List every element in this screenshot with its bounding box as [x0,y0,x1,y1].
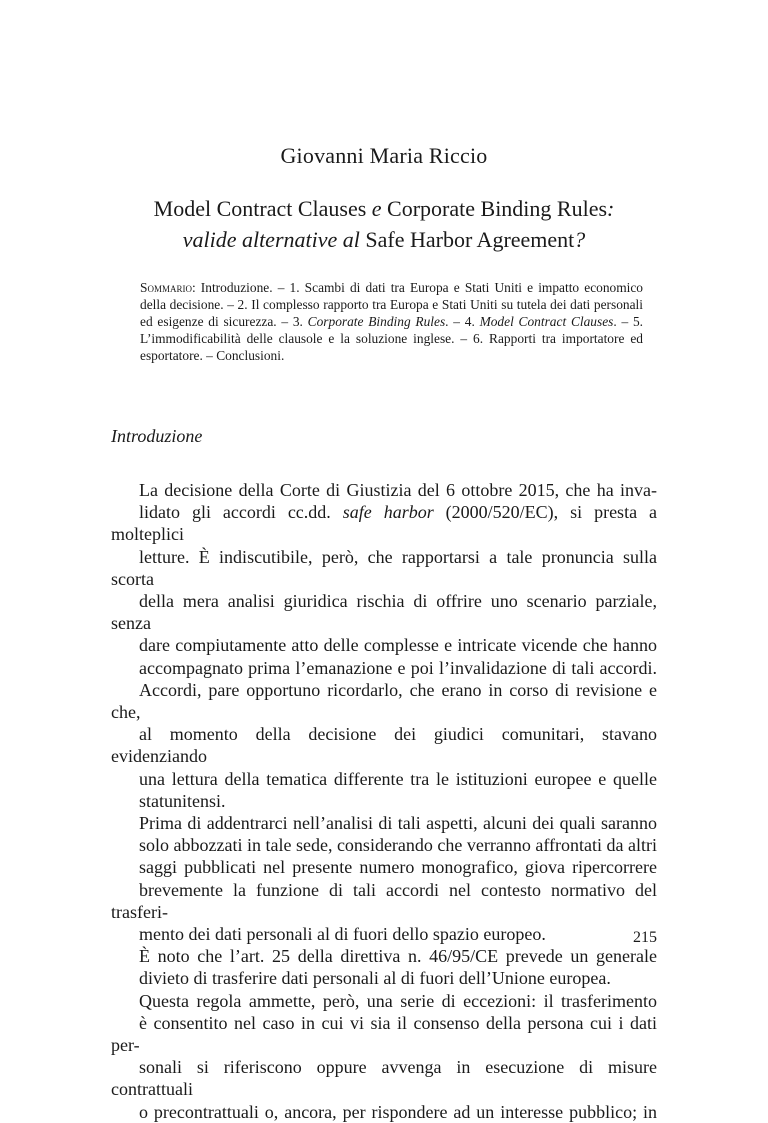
article-title [60,193,708,255]
paragraph-4: Questa regola ammette, però, una serie di eccezioni: il trasferimento è consentito nel caso in cui vi sia il consenso della persona cui i dati per- sonali si riferiscono oppure avvenga in esecuzione di misure contrattuali o precontrattuali o, ancora, per rispondere ad un interesse pubblico; in [111,990,657,1122]
table-of-contents-summary: Sommario: Introduzione. – 1. Scambi di dati tra Europa e Stati Uniti e impatto economico della decisione. – 2. Il complesso rapporto tra Europa e Stati Uniti su tutela dei dati personali ed esigenze di sicurezza. – 3. Corporate Binding Rules. – 4. Model Contract Clauses. – 5. L’immodificabilità delle clausole e la soluzione inglese. – 6. Rapporti tra importatore ed esportatore. – Conclusioni. [140,280,643,363]
paragraph-3: È noto che l’art. 25 della direttiva n. 46/95/CE prevede un generale divieto di trasferire dati personali al di fuori dell’Unione europea. [139,946,657,989]
author-name: Giovanni Maria Riccio [280,143,488,168]
body-text [111,479,657,1123]
page-number: 215 [633,929,657,946]
title-line-2: valide alternative al Safe Harbor Agreement? [182,227,586,252]
section-heading: Introduzione [111,426,203,446]
summary-label: Sommario [140,280,192,295]
paragraph-2: Prima di addentrarci nell’analisi di tali aspetti, alcuni dei quali saranno solo abbozzati in tale sede, considerando che verranno affrontati da altri saggi pubblicati nel presente numero monografico, giova ripercorrere brevemente la funzione di tali accordi nel contesto normativo del trasferi- mento dei dati personali al di fuori dello spazio europeo. [111,813,657,945]
title-line-1: Model Contract Clauses e Corporate Binding Rules: [153,196,615,221]
paragraph-1: La decisione della Corte di Giustizia del 6 ottobre 2015, che ha inva- lidato gli accordi cc.dd. safe harbor (2000/520/EC), si presta a molteplici letture. È indiscutibile, però, che rapportarsi a tale pronuncia sulla scorta della mera analisi giuridica rischia di offrire uno scenario parziale, senza dare compiutamente atto delle complesse e intricate vicende che hanno accompagnato prima l’emanazione e poi l’invalidazione di tali accordi. Accordi, pare opportuno ricordarlo, che erano in corso di revisione e che, al momento della decisione dei giudici comunitari, stavano evidenziando una lettura della tematica differente tra le istituzioni europee e quelle statunitensi. [111,480,657,811]
